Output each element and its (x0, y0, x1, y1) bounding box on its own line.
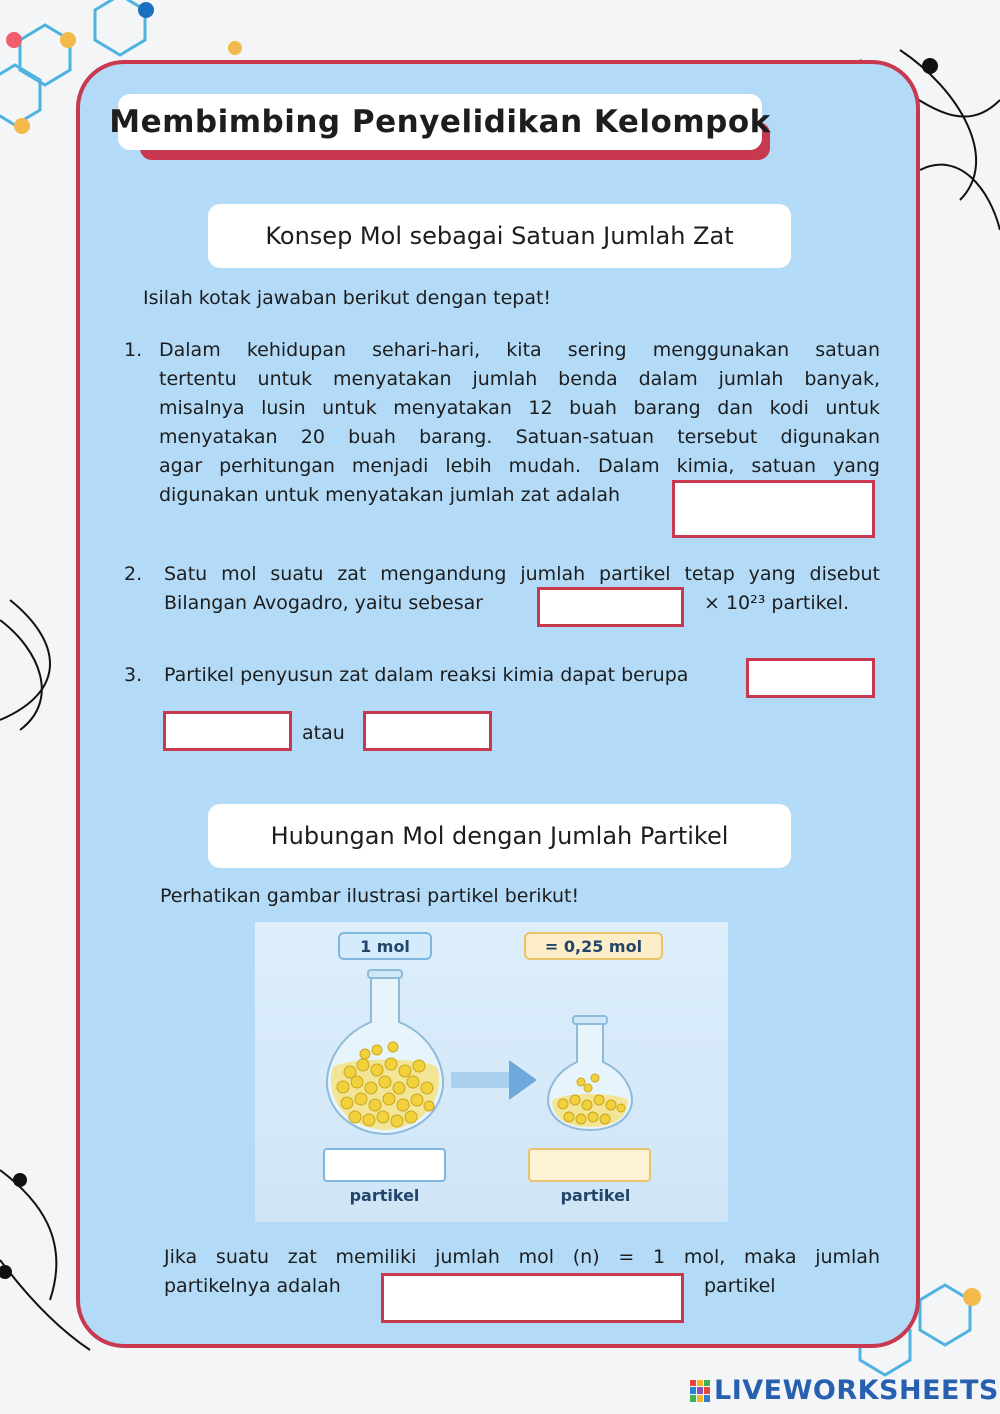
q3-line-1: Partikel penyusun zat dalam reaksi kimia dapat berupa (164, 664, 689, 686)
q1-line-3: misalnya lusin untuk menyatakan 12 buah barang dan kodi untuk (159, 397, 880, 419)
small-flask-icon (548, 1016, 632, 1130)
q1-line-5: agar perhitungan menjadi lebih mudah. Dalam kimia, satuan yang (159, 455, 880, 477)
final-question-line-2: partikelnya adalah (164, 1275, 341, 1297)
final-answer-box[interactable] (381, 1273, 684, 1323)
left-caption: partikel (349, 1186, 420, 1205)
label-one-mol: 1 mol (338, 932, 432, 960)
section-heading-hubungan-mol: Hubungan Mol dengan Jumlah Partikel (208, 804, 791, 868)
right-caption: partikel (560, 1186, 631, 1205)
question-number-3: 3. (124, 664, 143, 686)
label-quarter-mol: = 0,25 mol (524, 932, 663, 960)
question-number-1: 1. (124, 339, 143, 361)
left-particle-box[interactable] (323, 1148, 446, 1182)
final-question-line-1: Jika suatu zat memiliki jumlah mol (n) = 1 mol, maka jumlah (164, 1246, 880, 1268)
q3-answer-box-1[interactable] (746, 658, 875, 698)
question-number-2: 2. (124, 563, 143, 585)
brand-logo (690, 1375, 999, 1406)
q1-line-2: tertentu untuk menyatakan jumlah benda dalam jumlah banyak, (159, 368, 880, 390)
q1-line-4: menyatakan 20 buah barang. Satuan-satuan tersebut digunakan (159, 426, 880, 448)
q2-answer-box[interactable] (537, 587, 684, 627)
instruction-text: Isilah kotak jawaban berikut dengan tepat! (143, 287, 552, 309)
section-heading-konsep-mol: Konsep Mol sebagai Satuan Jumlah Zat (208, 204, 791, 268)
q2-suffix: × 10²³ partikel. (704, 592, 849, 614)
q3-connector: atau (302, 722, 345, 744)
q1-line-6: digunakan untuk menyatakan jumlah zat adalah (159, 484, 621, 506)
page-title: Membimbing Penyelidikan Kelompok (118, 94, 762, 150)
q3-answer-box-2[interactable] (163, 711, 292, 751)
arrow-right-icon (451, 1060, 537, 1100)
right-particle-box[interactable] (528, 1148, 651, 1182)
q2-line-1: Satu mol suatu zat mengandung jumlah partikel tetap yang disebut (164, 563, 880, 585)
particle-illustration (255, 922, 728, 1222)
large-flask-icon (327, 970, 443, 1134)
q3-answer-box-3[interactable] (363, 711, 492, 751)
liveworksheets-logo-icon (690, 1380, 710, 1402)
q2-line-2: Bilangan Avogadro, yaitu sebesar (164, 592, 484, 614)
final-question-suffix: partikel (704, 1275, 776, 1297)
q1-answer-box[interactable] (672, 480, 875, 538)
title-banner (109, 94, 771, 150)
illustration-instruction: Perhatikan gambar ilustrasi partikel berikut! (160, 885, 580, 907)
q1-line-1: Dalam kehidupan sehari-hari, kita sering menggunakan satuan (159, 339, 880, 361)
brand-name: LIVEWORKSHEETS (714, 1375, 999, 1406)
